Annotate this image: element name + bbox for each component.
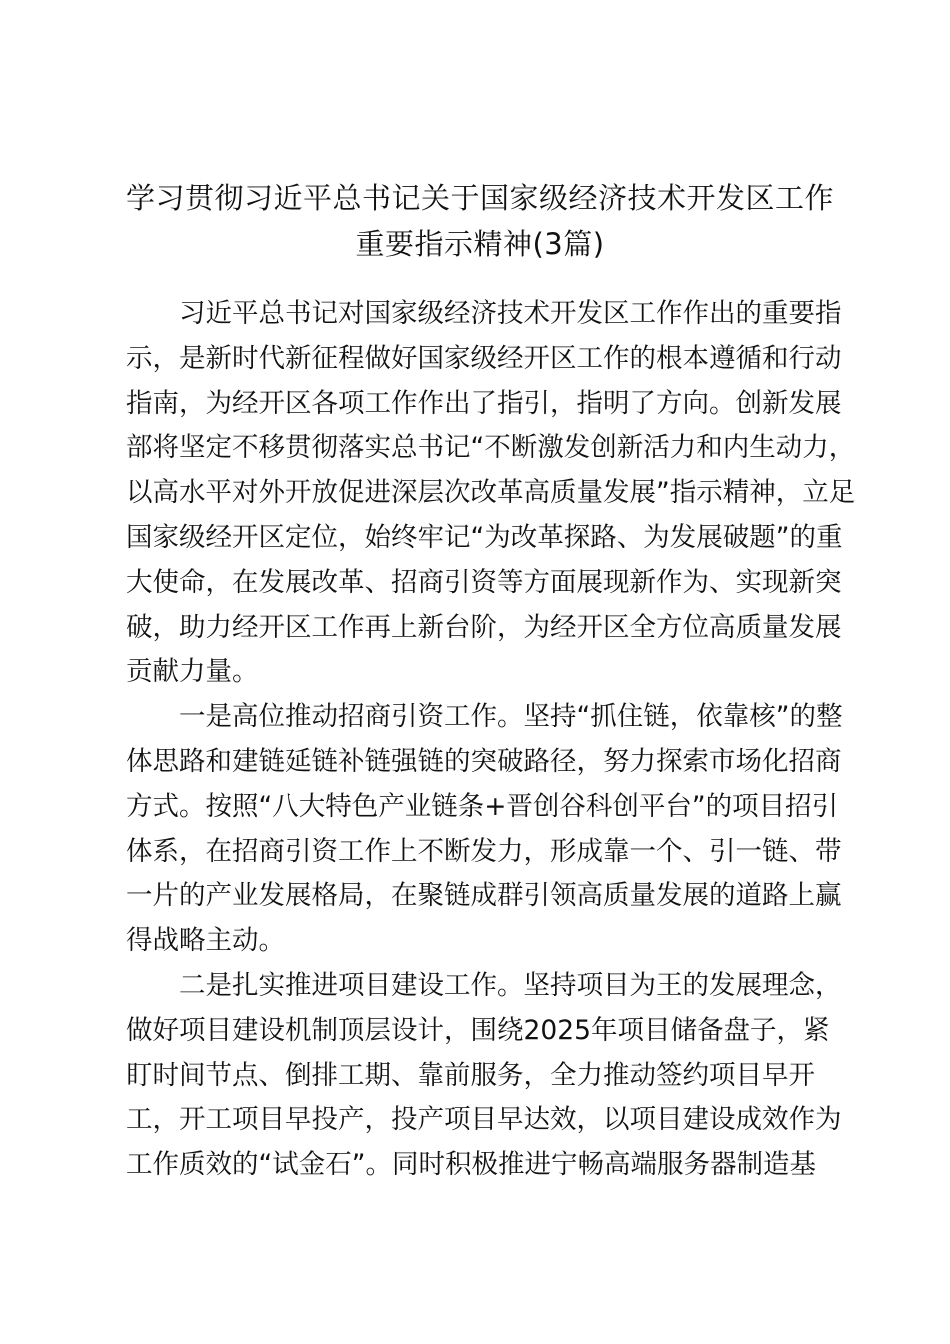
title-line: 学习贯彻习近平总书记关于国家级经济技术开发区工作: [125, 181, 834, 215]
text-line: 工，开工项目早投产，投产项目早达效，以项目建设成效作为: [126, 1104, 842, 1136]
text-line: 大使命，在发展改革、招商引资等方面展现新作为、实现新突: [126, 566, 842, 598]
text-line: 部将坚定不移贯彻落实总书记“不断激发创新活力和内生动力，: [126, 432, 856, 464]
text-line: 以高水平对外开放促进深层次改革高质量发展”指示精神，立足: [126, 477, 856, 509]
text-line: 盯时间节点、倒排工期、靠前服务，全力推动签约项目早开: [126, 1059, 815, 1091]
document-title: [125, 175, 835, 267]
paragraph-intro: [126, 292, 856, 695]
text-line: 做好项目建设机制顶层设计，围绕2025年项目储备盘子，紧: [126, 1014, 830, 1046]
text-line: 工作质效的“试金石”。同时积极推进宁畅高端服务器制造基: [126, 1149, 816, 1181]
text-line: 国家级经开区定位，始终牢记“为改革探路、为发展破题”的重: [126, 521, 843, 553]
text-line: 指南，为经开区各项工作作出了指引，指明了方向。创新发展: [126, 387, 842, 419]
title-line: 重要指示精神(3篇): [355, 227, 605, 261]
text-line: 体思路和建链延链补链强链的突破路径，努力探索市场化招商: [126, 745, 842, 777]
document-body: [126, 292, 856, 1188]
paragraph-projects: [126, 964, 842, 1188]
text-line: 一是高位推动招商引资工作。坚持“抓住链，依靠核”的整: [179, 701, 843, 733]
paragraph-investment: [126, 695, 843, 964]
text-line: 体系，在招商引资工作上不断发力，形成靠一个、引一链、带: [126, 835, 842, 867]
text-line: 一片的产业发展格局，在聚链成群引领高质量发展的道路上赢: [126, 880, 842, 912]
text-line: 习近平总书记对国家级经济技术开发区工作作出的重要指: [179, 298, 842, 329]
text-line: 示，是新时代新征程做好国家级经开区工作的根本遵循和行动: [126, 342, 842, 374]
text-line: 二是扎实推进项目建设工作。坚持项目为王的发展理念，: [179, 969, 842, 1001]
text-line: 方式。按照“八大特色产业链条+晋创谷科创平台”的项目招引: [126, 790, 839, 822]
text-line: 破，助力经开区工作再上新台阶，为经开区全方位高质量发展: [126, 611, 842, 643]
text-line: 得战略主动。: [126, 925, 285, 957]
text-line: 贡献力量。: [126, 656, 259, 688]
